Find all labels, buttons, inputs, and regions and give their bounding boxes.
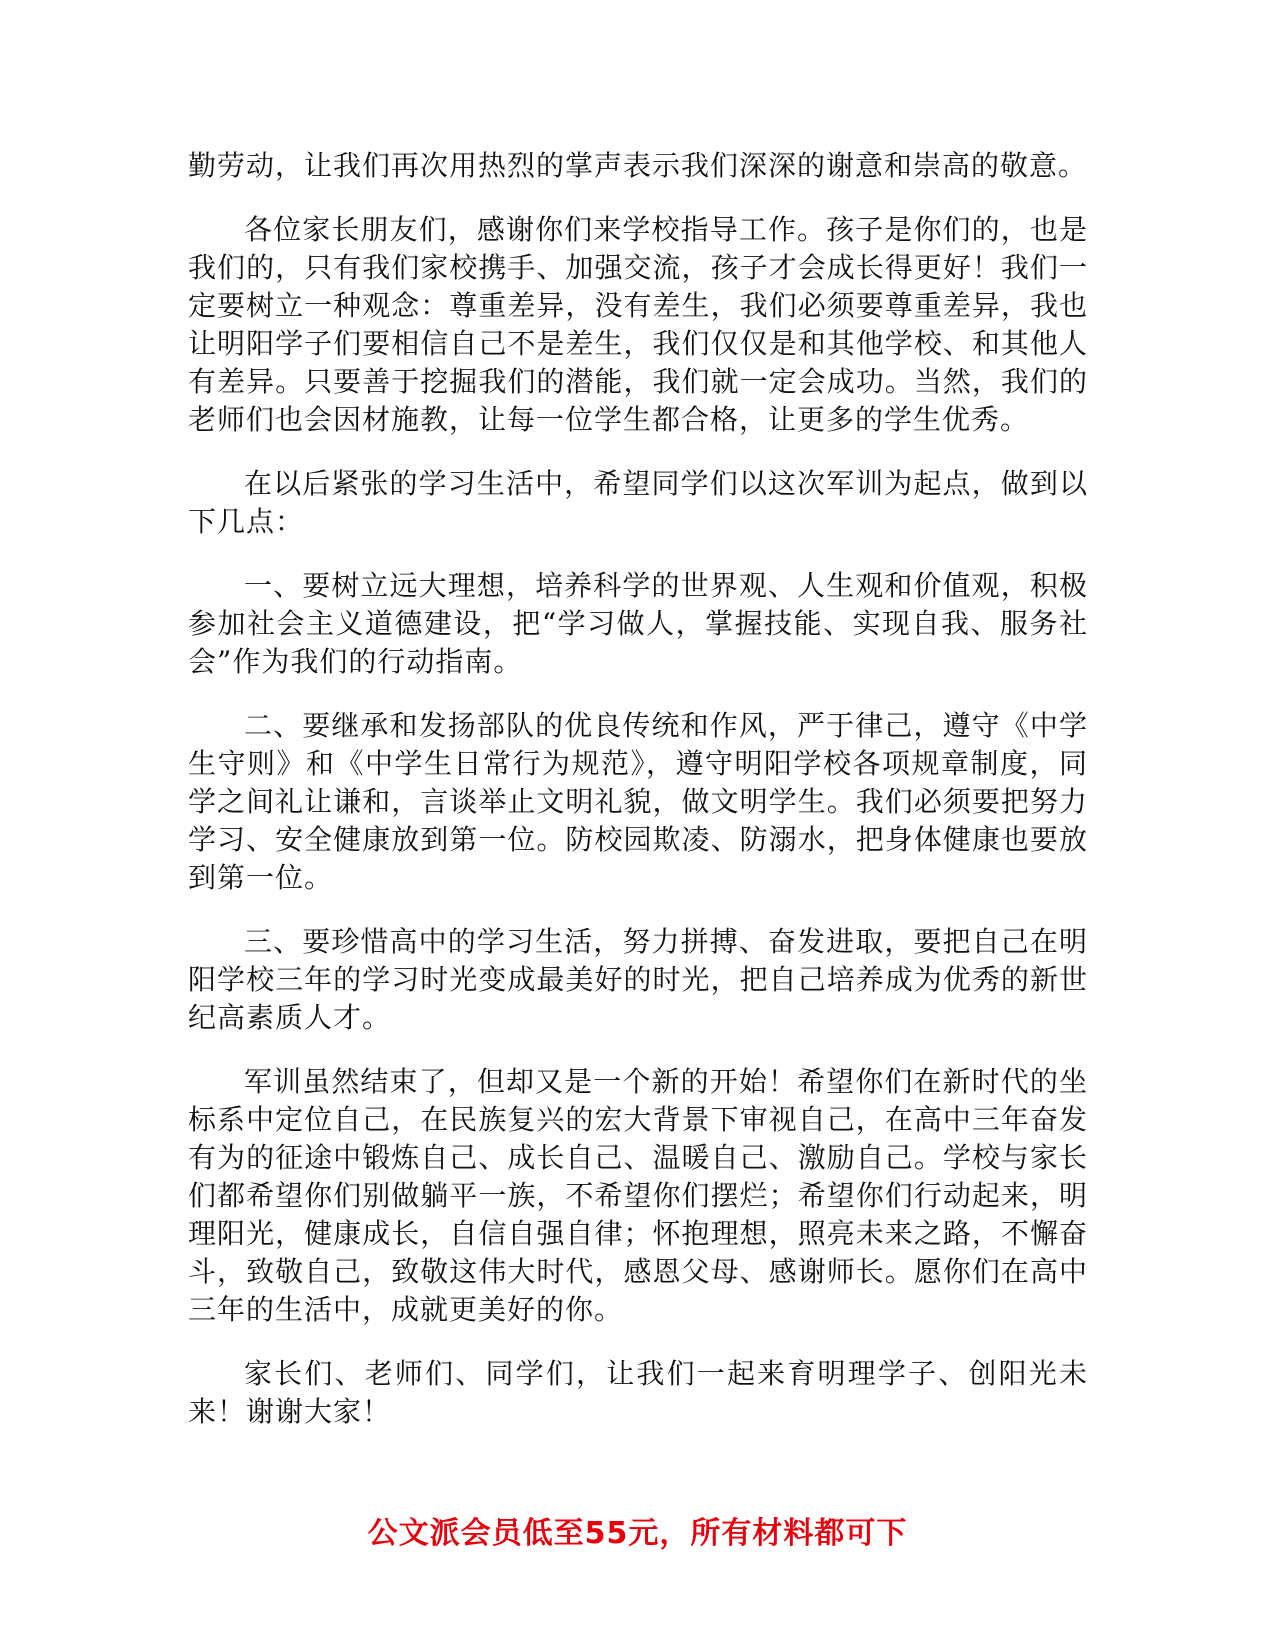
paragraph-new-beginning: 军训虽然结束了，但却又是一个新的开始！希望你们在新时代的坐标系中定位自己，在民族复兴的宏大背景下审视自己，在高中三年奋发有为的征途中锻炼自己、成长自己、温暖自己、激励自己。学校与家长们都希望你们别做躺平一族，不希望你们摆烂；希望你们行动起来，明理阳光，健康成长，自信自强自律；怀抱理想，照亮未来之路，不懈奋斗，致敬自己，致敬这伟大时代，感恩父母、感谢师长。愿你们在高中三年的生活中，成就更美好的你。 [188,1065,1088,1326]
paragraph-closing: 家长们、老师们、同学们，让我们一起来育明理学子、创阳光未来！谢谢大家！ [188,1357,1088,1428]
paragraph-point-three: 三、要珍惜高中的学习生活，努力拼搏、奋发进取，要把自己在明阳学校三年的学习时光变成最美好的时光，把自己培养成为优秀的新世纪高素质人才。 [188,925,1088,1034]
document-body [188,147,1088,1457]
promo-banner-link[interactable]: 公文派会员低至55元，所有材料都可下 [367,1516,908,1551]
paragraph-intro-points: 在以后紧张的学习生活中，希望同学们以这次军训为起点，做到以下几点： [188,467,1088,538]
paragraph-point-one: 一、要树立远大理想，培养科学的世界观、人生观和价值观，积极参加社会主义道德建设，把“学习做人，掌握技能、实现自我、服务社会”作为我们的行动指南。 [188,569,1088,678]
paragraph-parents: 各位家长朋友们，感谢你们来学校指导工作。孩子是你们的，也是我们的，只有我们家校携手、加强交流，孩子才会成长得更好！我们一定要树立一种观念：尊重差异，没有差生，我们必须要尊重差异，我也让明阳学子们要相信自己不是差生，我们仅仅是和其他学校、和其他人有差异。只要善于挖掘我们的潜能，我们就一定会成功。当然，我们的老师们也会因材施教，让每一位学生都合格，让更多的学生优秀。 [188,213,1088,436]
paragraph-point-two: 二、要继承和发扬部队的优良传统和作风，严于律己，遵守《中学生守则》和《中学生日常行为规范》，遵守明阳学校各项规章制度，同学之间礼让谦和，言谈举止文明礼貌，做文明学生。我们必须要把努力学习、安全健康放到第一位。防校园欺凌、防溺水，把身体健康也要放到第一位。 [188,709,1088,894]
paragraph-continuation: 勤劳动，让我们再次用热烈的掌声表示我们深深的谢意和崇高的敬意。 [188,149,1088,182]
